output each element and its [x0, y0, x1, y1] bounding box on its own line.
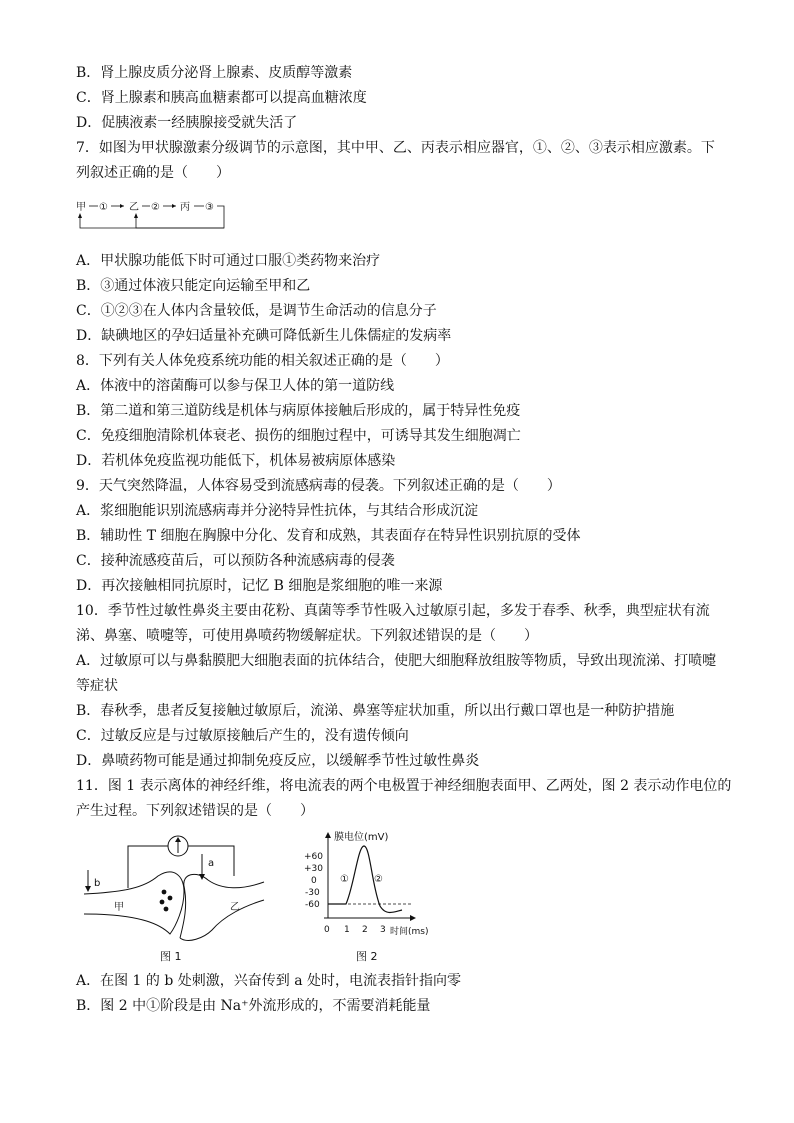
q7-organ-yi: 乙	[129, 202, 139, 213]
fig2-xtick: 0	[324, 925, 330, 935]
q11-stem-line1: 11．图 1 表示离体的神经纤维，将电流表的两个电极置于神经细胞表面甲、乙两处，图 2 表示动作电位的	[76, 778, 732, 794]
q7-hormone-1: ①	[99, 202, 108, 213]
q10-stem-line2: 涕、鼻塞、喷嚏等，可使用鼻喷药物缓解症状。下列叙述错误的是（ ）	[76, 628, 538, 644]
q6-option-c: C．肾上腺素和胰高血糖素都可以提高血糖浓度	[76, 90, 367, 106]
q9-option-c: C．接种流感疫苗后，可以预防各种流感病毒的侵袭	[76, 553, 395, 569]
fig2-caption: 图 2	[356, 950, 378, 963]
q10-option-a-line2: 等症状	[76, 678, 118, 694]
q10-option-b: B．春秋季，患者反复接触过敏原后，流涕、鼻塞等症状加重，所以出行戴口罩也是一种防护措施	[76, 703, 675, 719]
q8-option-d: D．若机体免疫监视功能低下，机体易被病原体感染	[76, 453, 396, 469]
q7-organ-bing: 丙	[180, 202, 190, 213]
fig1-nerve-fiber	[84, 826, 274, 966]
fig2-ytick: 0	[311, 876, 317, 886]
fig1-label-a: a	[208, 858, 215, 869]
fig2-xtick: 3	[380, 925, 386, 935]
q6-option-d: D．促胰液素一经胰腺接受就失活了	[76, 115, 298, 131]
fig2-xtick: 1	[344, 925, 350, 935]
q11-option-b: B．图 2 中①阶段是由 Na⁺外流形成的，不需要消耗能量	[76, 998, 431, 1014]
q6-option-b: B．肾上腺皮质分泌肾上腺素、皮质醇等激素	[76, 65, 353, 81]
fig2-ylabel: 膜电位(mV)	[334, 832, 389, 843]
fig2-phase-2: ②	[374, 874, 383, 885]
q9-stem: 9．天气突然降温，人体容易受到流感病毒的侵袭。下列叙述正确的是（ ）	[76, 478, 561, 494]
q7-hormone-2: ②	[151, 202, 160, 213]
fig1-label-yi: 乙	[230, 902, 240, 913]
q7-option-d: D．缺碘地区的孕妇适量补充碘可降低新生儿侏儒症的发病率	[76, 328, 452, 344]
q9-option-a: A．浆细胞能识别流感病毒并分泌特异性抗体，与其结合形成沉淀	[76, 503, 479, 519]
q7-organ-jia: 甲	[76, 202, 86, 213]
q8-stem: 8．下列有关人体免疫系统功能的相关叙述正确的是（ ）	[76, 353, 449, 369]
q7-stem-line2: 列叙述正确的是（ ）	[76, 165, 230, 181]
fig1-caption: 图 1	[160, 950, 182, 963]
fig2-ytick: +60	[304, 852, 323, 862]
q10-option-a-line1: A．过敏原可以与鼻黏膜肥大细胞表面的抗体结合，使肥大细胞释放组胺等物质，导致出现流涕、打喷嚏	[76, 653, 717, 669]
q7-hormone-3: ③	[205, 202, 214, 213]
fig2-ytick: -60	[305, 900, 320, 910]
fig2-phase-1: ①	[340, 874, 349, 885]
fig2-xlabel: 时间(ms)	[390, 927, 429, 937]
q10-option-c: C．过敏反应是与过敏原接触后产生的，没有遗传倾向	[76, 728, 409, 744]
q10-option-d: D．鼻喷药物可能是通过抑制免疫反应，以缓解季节性过敏性鼻炎	[76, 753, 480, 769]
q7-stem-line1: 7．如图为甲状腺激素分级调节的示意图，其中甲、乙、丙表示相应器官，①、②、③表示相应激素。下	[76, 140, 715, 156]
q10-stem-line1: 10．季节性过敏性鼻炎主要由花粉、真菌等季节性吸入过敏原引起，多发于春季、秋季，典型症状有流	[76, 603, 710, 619]
q8-option-b: B．第二道和第三道防线是机体与病原体接触后形成的，属于特异性免疫	[76, 403, 521, 419]
fig1-label-b: b	[94, 878, 101, 889]
fig1-label-jia: 甲	[114, 902, 124, 913]
fig2-ytick: -30	[305, 888, 320, 898]
fig2-xtick: 2	[362, 925, 368, 935]
q7-option-b: B．③通过体液只能定向运输至甲和乙	[76, 278, 311, 294]
fig2-action-potential-chart	[294, 826, 444, 966]
q9-option-d: D．再次接触相同抗原时，记忆 B 细胞是浆细胞的唯一来源	[76, 578, 443, 594]
q8-option-c: C．免疫细胞清除机体衰老、损伤的细胞过程中，可诱导其发生细胞凋亡	[76, 428, 521, 444]
fig2-ytick: +30	[304, 864, 323, 874]
q7-option-c: C．①②③在人体内含量较低，是调节生命活动的信息分子	[76, 303, 437, 319]
q11-stem-line2: 产生过程。下列叙述错误的是（ ）	[76, 803, 314, 819]
q7-option-a: A．甲状腺功能低下时可通过口服①类药物来治疗	[76, 253, 381, 269]
q7-regulation-diagram	[74, 196, 234, 236]
q8-option-a: A．体液中的溶菌酶可以参与保卫人体的第一道防线	[76, 378, 395, 394]
q9-option-b: B．辅助性 T 细胞在胸腺中分化、发育和成熟，其表面存在特异性识别抗原的受体	[76, 528, 581, 544]
q11-option-a: A．在图 1 的 b 处刺激，兴奋传到 a 处时，电流表指针指向零	[76, 973, 462, 989]
